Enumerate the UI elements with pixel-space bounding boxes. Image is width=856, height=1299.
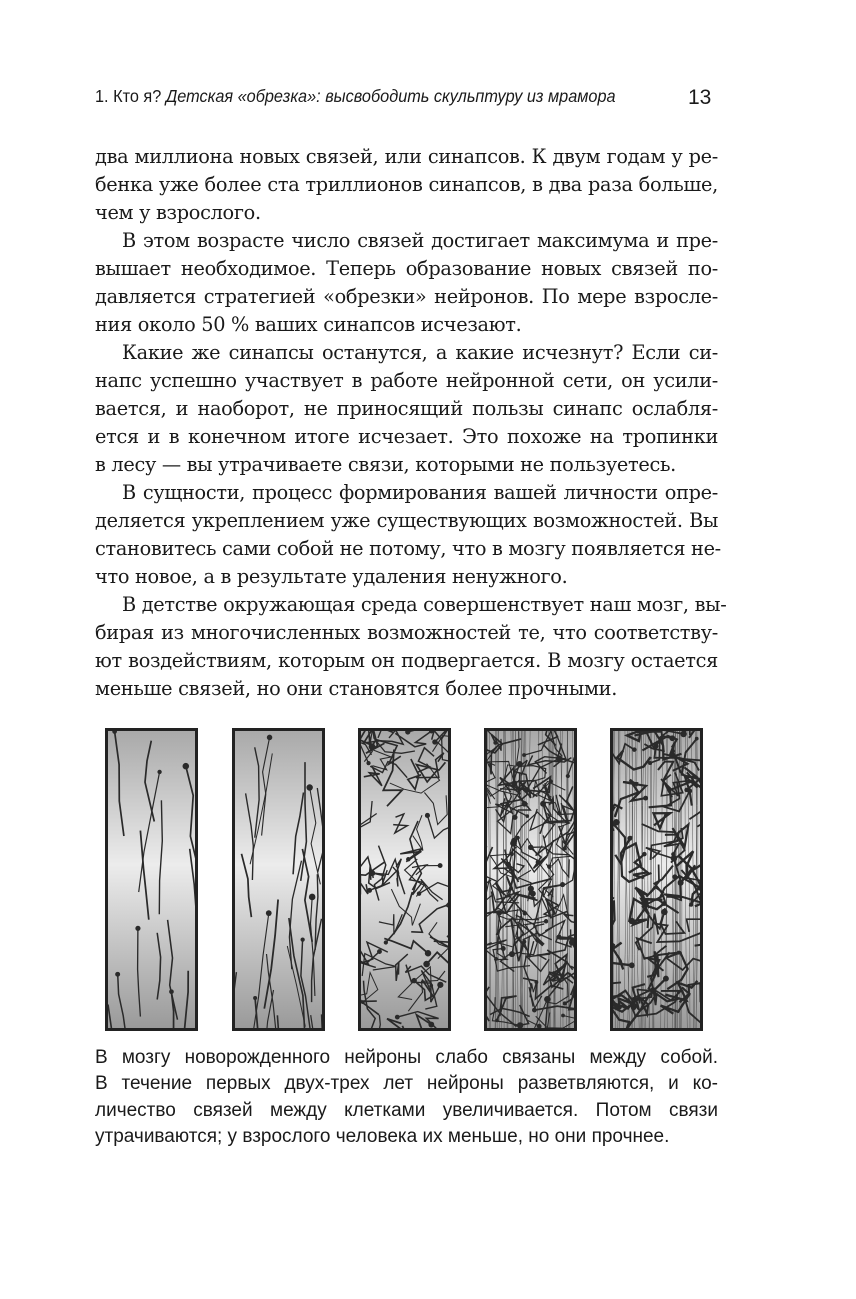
paragraph — [95, 143, 718, 227]
running-header — [95, 86, 676, 107]
text-line: напс успешно участвует в работе нейронной сети, он усили- — [95, 369, 718, 392]
text-line: меньше связей, но они становятся более прочными. — [95, 677, 618, 700]
text-line: Какие же синапсы останутся, а какие исчезнут? Если си- — [122, 341, 718, 364]
paragraph — [95, 591, 727, 703]
page-number: 13 — [688, 86, 712, 109]
neuron-panel-5 — [610, 728, 703, 1031]
text-line: бирая из многочисленных возможностей те, что соответству- — [95, 621, 718, 644]
neuron-network-illustration — [613, 731, 700, 1028]
text-line: что новое, а в результате удаления ненужного. — [95, 565, 568, 588]
text-line: ется и в конечном итоге исчезает. Это похоже на тропинки — [95, 425, 718, 448]
neuron-panel-2 — [232, 728, 325, 1031]
caption-line: В мозгу новорожденного нейроны слабо связаны между собой. — [95, 1047, 718, 1068]
paragraph — [95, 339, 718, 479]
neuron-network-illustration — [108, 731, 195, 1028]
text-line: вышает необходимое. Теперь образование новых связей по- — [95, 257, 718, 280]
paragraph — [95, 479, 721, 591]
text-line: чем у взрослого. — [95, 201, 261, 224]
neuron-development-figure — [105, 728, 705, 1033]
neuron-panel-3 — [358, 728, 451, 1031]
caption-line: личество связей между клетками увеличивается. Потом связи — [95, 1099, 718, 1121]
neuron-network-illustration — [487, 731, 574, 1028]
text-line: В детстве окружающая среда совершенствует наш мозг, вы- — [122, 593, 727, 616]
neuron-network-illustration — [361, 731, 448, 1028]
text-line: в лесу — вы утрачиваете связи, которыми не пользуетесь. — [95, 453, 676, 476]
body-text — [95, 143, 727, 703]
caption-line: В течение первых двух-трех лет нейроны разветвляются, и ко- — [95, 1073, 718, 1095]
neuron-network-illustration — [235, 731, 322, 1028]
text-line: ют воздействиям, которым он подвергается. В мозгу остается — [95, 649, 718, 672]
text-line: В сущности, процесс формирования вашей личности опре- — [122, 481, 718, 504]
text-line: бенка уже более ста триллионов синапсов, в два раза больше, — [95, 173, 718, 196]
text-line: вается, и наоборот, не приносящий пользы синапс ослабля- — [95, 397, 718, 420]
neuron-panel-1 — [105, 728, 198, 1031]
text-line: деляется укреплением уже существующих возможностей. Вы — [95, 509, 718, 532]
paragraph — [95, 227, 718, 339]
text-line: два миллиона новых связей, или синапсов. К двум годам у ре- — [95, 145, 718, 168]
neuron-panel-4 — [484, 728, 577, 1031]
text-line: давляется стратегией «обрезки» нейронов. По мере взросле- — [95, 285, 718, 308]
figure-caption — [95, 1045, 718, 1150]
section-title: Детская «обрезка»: высвободить скульптуру из мрамора — [165, 86, 616, 106]
text-line: В этом возрасте число связей достигает максимума и пре- — [122, 229, 718, 252]
chapter-label: 1. Кто я? — [95, 86, 162, 106]
text-line: ния около 50 % ваших синапсов исчезают. — [95, 313, 522, 336]
text-line: становитесь сами собой не потому, что в мозгу появляется не- — [95, 537, 721, 560]
caption-line: утрачиваются; у взрослого человека их меньше, но они прочнее. — [95, 1125, 670, 1147]
